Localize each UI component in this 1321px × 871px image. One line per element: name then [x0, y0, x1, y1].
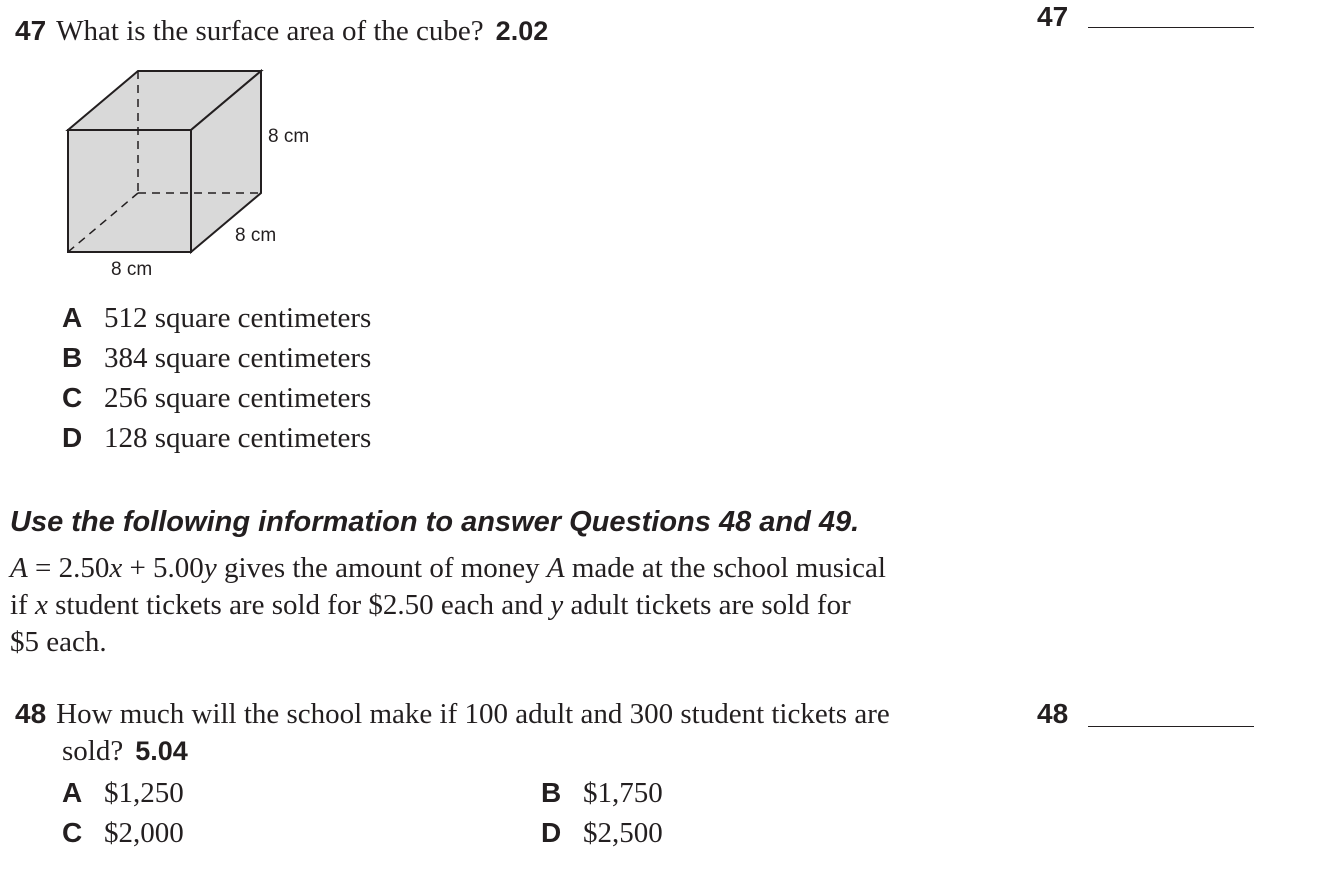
info-text: adult tickets are sold for — [563, 589, 851, 621]
choice-text: $1,750 — [583, 777, 663, 809]
choice-48-d[interactable] — [541, 817, 663, 850]
var-x: x — [34, 589, 48, 621]
choice-letter: D — [541, 817, 562, 848]
question-48-stem — [15, 698, 890, 731]
var-y: y — [203, 552, 217, 584]
choice-letter: D — [62, 422, 83, 453]
question-48-stem-line-2 — [62, 735, 188, 768]
choice-text: 256 square centimeters — [104, 382, 372, 414]
var-a: A — [10, 552, 28, 584]
choice-letter: A — [62, 777, 83, 808]
question-text-line-1: How much will the school make if 100 adult and 300 student tickets are — [56, 698, 890, 730]
choice-text: $1,250 — [104, 777, 184, 809]
question-number: 47 — [15, 15, 47, 46]
choice-text: $2,000 — [104, 817, 184, 849]
choice-letter: B — [62, 342, 83, 373]
choice-text: 512 square centimeters — [104, 302, 372, 334]
cube-figure — [0, 0, 360, 300]
choice-48-b[interactable] — [541, 777, 663, 810]
standard-code: 5.04 — [135, 736, 188, 766]
choice-letter: C — [62, 817, 83, 848]
info-text: gives the amount of money — [216, 552, 547, 584]
equation-part: = 2.50 — [27, 552, 110, 584]
choice-48-a[interactable] — [62, 777, 184, 810]
choice-letter: A — [62, 302, 83, 333]
var-a: A — [546, 552, 565, 584]
label-width: 8 cm — [111, 259, 153, 280]
info-heading: Use the following information to answer Questions 48 and 49. — [10, 506, 860, 538]
equation-part: + 5.00 — [122, 552, 204, 584]
cube-front-face — [68, 130, 191, 252]
choice-letter: C — [62, 382, 83, 413]
choice-48-c[interactable] — [62, 817, 184, 850]
choice-letter: B — [541, 777, 562, 808]
info-line-1 — [10, 552, 886, 585]
choice-47-c[interactable] — [62, 382, 371, 415]
info-text: student tickets are sold for $2.50 each and — [47, 589, 551, 621]
question-number: 48 — [15, 698, 47, 729]
question-text-line-2: sold? — [62, 735, 124, 767]
info-line-3: $5 each. — [10, 626, 107, 658]
answer-label-48: 48 — [1037, 698, 1069, 729]
choice-text: $2,500 — [583, 817, 663, 849]
info-line-2 — [10, 589, 851, 622]
var-x: x — [109, 552, 123, 584]
info-text: if — [10, 589, 35, 621]
choice-text: 128 square centimeters — [104, 422, 372, 454]
choice-47-d[interactable] — [62, 422, 371, 455]
choice-47-a[interactable] — [62, 302, 371, 335]
answer-line-48[interactable] — [1088, 726, 1254, 727]
label-height: 8 cm — [268, 126, 310, 147]
var-y: y — [550, 589, 564, 621]
question-text: What is the surface area of the cube? — [56, 15, 484, 47]
standard-code: 2.02 — [495, 16, 549, 46]
info-text: made at the school musical — [564, 552, 886, 584]
choice-text: 384 square centimeters — [104, 342, 372, 374]
label-depth: 8 cm — [235, 225, 277, 246]
choice-47-b[interactable] — [62, 342, 371, 375]
answer-line-47[interactable] — [1088, 27, 1254, 28]
answer-label-47: 47 — [1037, 1, 1069, 32]
